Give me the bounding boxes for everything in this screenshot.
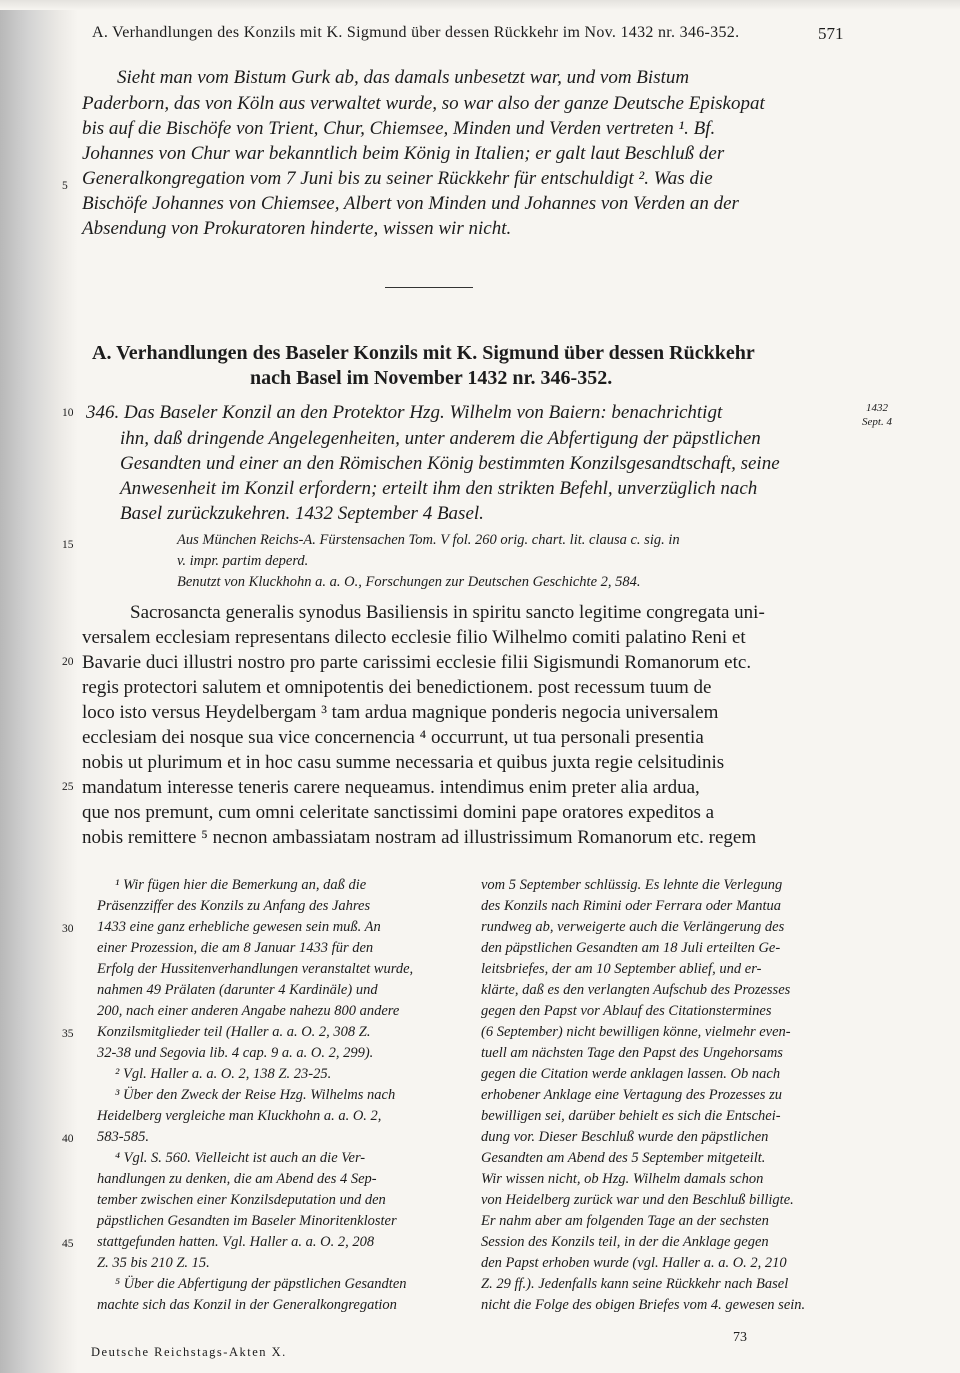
footnote-right-8: (6 September) nicht bewilligen könne, vielmehr even- <box>481 1024 791 1040</box>
latin-line-8: mandatum interesse teneris carere nequeamus. intendimus enim preter alia ardua, <box>82 777 700 798</box>
footnote-left-10: ² Vgl. Haller a. a. O. 2, 138 Z. 23-25. <box>115 1066 332 1082</box>
footnote-left-3: 1433 eine ganz erhebliche gewesen sein muß. An <box>97 919 381 935</box>
footnote-left-2: Präsenzziffer des Konzils zu Anfang des Jahres <box>97 898 371 914</box>
footnote-left-14: ⁴ Vgl. S. 560. Vielleicht ist auch an die Ver- <box>115 1150 366 1166</box>
entry-line-5: Basel zurückzukehren. 1432 September 4 Basel. <box>120 503 484 524</box>
footnote-right-5: leitsbriefes, der am 10 September ablief, und er- <box>481 961 762 977</box>
footnote-right-3: rundweg ab, verweigerte auch die Verlängerung des <box>481 919 785 935</box>
latin-line-9: que nos premunt, cum omni celeritate sanctissimi domini pape oratores expeditos a <box>82 802 715 823</box>
footnote-right-14: Gesandten am Abend des 5 September mitgeteilt. <box>481 1150 766 1166</box>
footnote-left-7: 200, nach einer anderen Angabe nahezu 800 andere <box>97 1003 400 1019</box>
section-heading-line-1: A. Verhandlungen des Baseler Konzils mit K. Sigmund über dessen Rückkehr <box>92 342 755 364</box>
latin-line-6: ecclesiam dei nosque sua vice concernencia ⁴ occurrunt, ut tua personali presentia <box>82 727 704 748</box>
footnote-right-21: nicht die Folge des obigen Briefes vom 4. gewesen sein. <box>481 1297 806 1313</box>
footnote-right-11: erhobener Anklage eine Vertagung des Prozesses zu <box>481 1087 782 1103</box>
footnote-right-16: von Heidelberg zurück war und den Beschluß billigte. <box>481 1192 794 1208</box>
running-header: A. Verhandlungen des Konzils mit K. Sigmund über dessen Rückkehr im Nov. 1432 nr. 346-352. <box>92 24 740 41</box>
source-line-2: v. impr. partim deperd. <box>177 553 309 569</box>
line-number-25: 25 <box>62 781 74 793</box>
footnote-right-19: den Papst erhoben wurde (vgl. Haller a. a. O. 2, 210 <box>481 1255 787 1271</box>
footnote-left-11: ³ Über den Zweck der Reise Hzg. Wilhelms nach <box>115 1087 396 1103</box>
footnote-left-8: Konzilsmitglieder teil (Haller a. a. O. 2, 308 Z. <box>97 1024 371 1040</box>
footnote-right-2: des Konzils nach Rimini oder Ferrara oder Mantua <box>481 898 782 914</box>
intro-line-5: Generalkongregation vom 7 Juni bis zu seiner Rückkehr für entschuldigt ². Was die <box>82 168 713 189</box>
latin-line-3: Bavarie duci illustri nostro pro parte carissimi ecclesie filii Sigismundi Romanorum etc. <box>82 652 752 673</box>
footnote-left-20: ⁵ Über die Abfertigung der päpstlichen Gesandten <box>115 1276 407 1292</box>
line-number-20: 20 <box>62 656 74 668</box>
footnote-right-13: dung vor. Dieser Beschluß wurde den päpstlichen <box>481 1129 769 1145</box>
footnote-right-7: gegen den Papst vor Ablauf des Citationstermines <box>481 1003 772 1019</box>
latin-line-10: nobis remittere ⁵ necnon ambassiatam nostram ad illustrissimum Romanorum etc. regem <box>82 827 757 848</box>
latin-line-7: nobis ut plurimum et in hoc casu summe necessaria et quibus juxta regie celsitudinis <box>82 752 725 773</box>
margin-date: Sept. 4 <box>862 416 892 428</box>
line-number-30: 30 <box>62 923 74 935</box>
section-heading-line-2: nach Basel im November 1432 nr. 346-352. <box>250 367 613 389</box>
footnote-left-5: Erfolg der Hussitenverhandlungen veranstaltet wurde, <box>97 961 414 977</box>
source-line-3: Benutzt von Kluckhohn a. a. O., Forschungen zur Deutschen Geschichte 2, 584. <box>177 574 641 590</box>
footnote-right-1: vom 5 September schlüssig. Es lehnte die Verlegung <box>481 877 783 893</box>
footnote-right-18: Session des Konzils teil, in der die Anklage gegen <box>481 1234 769 1250</box>
intro-line-3: bis auf die Bischöfe von Trient, Chur, Chiemsee, Minden und Verden vertreten ¹. Bf. <box>82 118 716 139</box>
entry-line-3: Gesandten und einer an den Römischen König bestimmten Konzilsgesandtschaft, seine <box>120 453 780 474</box>
margin-year: 1432 <box>866 402 888 414</box>
entry-line-2: ihn, daß dringende Angelegenheiten, unter anderem die Abfertigung der päpstlichen <box>120 428 761 449</box>
footnote-right-15: Wir wissen nicht, ob Hzg. Wilhelm damals schon <box>481 1171 764 1187</box>
line-number-40: 40 <box>62 1133 74 1145</box>
entry-line-4: Anwesenheit im Konzil erfordern; erteilt ihm den strikten Befehl, unverzüglich nach <box>120 478 758 499</box>
entry-line-1: 346. Das Baseler Konzil an den Protektor Hzg. Wilhelm von Baiern: benachrichtigt <box>86 402 723 423</box>
latin-line-4: regis protectori salutem et omnipotentis dei benedictionem. post recessum tuum de <box>82 677 712 698</box>
footnote-left-4: einer Prozession, die am 8 Januar 1433 für den <box>97 940 374 956</box>
series-footer: Deutsche Reichstags-Akten X. <box>91 1345 287 1359</box>
footnote-left-16: tember zwischen einer Konzilsdeputation und den <box>97 1192 386 1208</box>
printed-page-number: 73 <box>733 1330 747 1345</box>
footnote-left-13: 583-585. <box>97 1129 149 1145</box>
intro-line-1: Sieht man vom Bistum Gurk ab, das damals unbesetzt war, und vom Bistum <box>117 67 690 88</box>
line-number-5: 5 <box>62 180 68 192</box>
footnote-left-9: 32-38 und Segovia lib. 4 cap. 9 a. a. O. 2, 299). <box>97 1045 374 1061</box>
top-shade <box>0 0 960 10</box>
intro-line-4: Johannes von Chur war bekanntlich beim König in Italien; er galt laut Beschluß der <box>82 143 725 164</box>
latin-line-5: loco isto versus Heydelbergam ³ tam ardua magnique ponderis negocia universalem <box>82 702 719 723</box>
intro-line-6: Bischöfe Johannes von Chiemsee, Albert von Minden und Johannes von Verden an der <box>82 193 739 214</box>
footnote-right-10: gegen die Citation werde anklagen lassen. Ob nach <box>481 1066 781 1082</box>
footnote-right-9: tuell am nächsten Tage den Papst des Ungehorsams <box>481 1045 783 1061</box>
footnote-right-4: den päpstlichen Gesandten am 18 Juli erteilten Ge- <box>481 940 781 956</box>
line-number-15: 15 <box>62 539 74 551</box>
footnote-left-21: machte sich das Konzil in der Generalkongregation <box>97 1297 397 1313</box>
footnote-left-12: Heidelberg vergleiche man Kluckhohn a. a. O. 2, <box>97 1108 382 1124</box>
line-number-35: 35 <box>62 1028 74 1040</box>
footnote-left-19: Z. 35 bis 210 Z. 15. <box>97 1255 210 1271</box>
latin-line-1: Sacrosancta generalis synodus Basiliensis in spiritu sancto legitime congregata uni- <box>130 602 765 623</box>
footnote-right-20: Z. 29 ff.). Jedenfalls kann seine Rückkehr nach Basel <box>481 1276 789 1292</box>
footnote-right-6: klärte, daß es den verlangten Aufschub des Prozesses <box>481 982 791 998</box>
source-line-1: Aus München Reichs-A. Fürstensachen Tom. V fol. 260 orig. chart. lit. clausa c. sig. in <box>177 532 680 548</box>
footnote-right-12: bewilligen sei, darüber behielt es sich die Entschei- <box>481 1108 781 1124</box>
intro-line-2: Paderborn, das von Köln aus verwaltet wurde, so war also der ganze Deutsche Episkopat <box>82 93 765 114</box>
footnote-left-18: stattgefunden hatten. Vgl. Haller a. a. O. 2, 208 <box>97 1234 375 1250</box>
section-divider <box>385 287 473 288</box>
footnote-left-15: handlungen zu denken, die am Abend des 4 Sep- <box>97 1171 377 1187</box>
binding-gutter <box>0 0 78 1373</box>
footnote-left-17: päpstlichen Gesandten im Baseler Minoritenkloster <box>97 1213 397 1229</box>
footnote-left-6: nahmen 49 Prälaten (darunter 4 Kardinäle) und <box>97 982 378 998</box>
footnote-right-17: Er nahm aber am folgenden Tage an der sechsten <box>481 1213 769 1229</box>
latin-line-2: versalem ecclesiam representans dilecto ecclesie filio Wilhelmo comiti palatino Reni et <box>82 627 746 648</box>
footnote-left-1: ¹ Wir fügen hier die Bemerkung an, daß die <box>115 877 367 893</box>
header-page-number: 571 <box>818 24 844 43</box>
line-number-45: 45 <box>62 1238 74 1250</box>
intro-line-7: Absendung von Prokuratoren hinderte, wissen wir nicht. <box>82 218 512 239</box>
line-number-10: 10 <box>62 407 74 419</box>
